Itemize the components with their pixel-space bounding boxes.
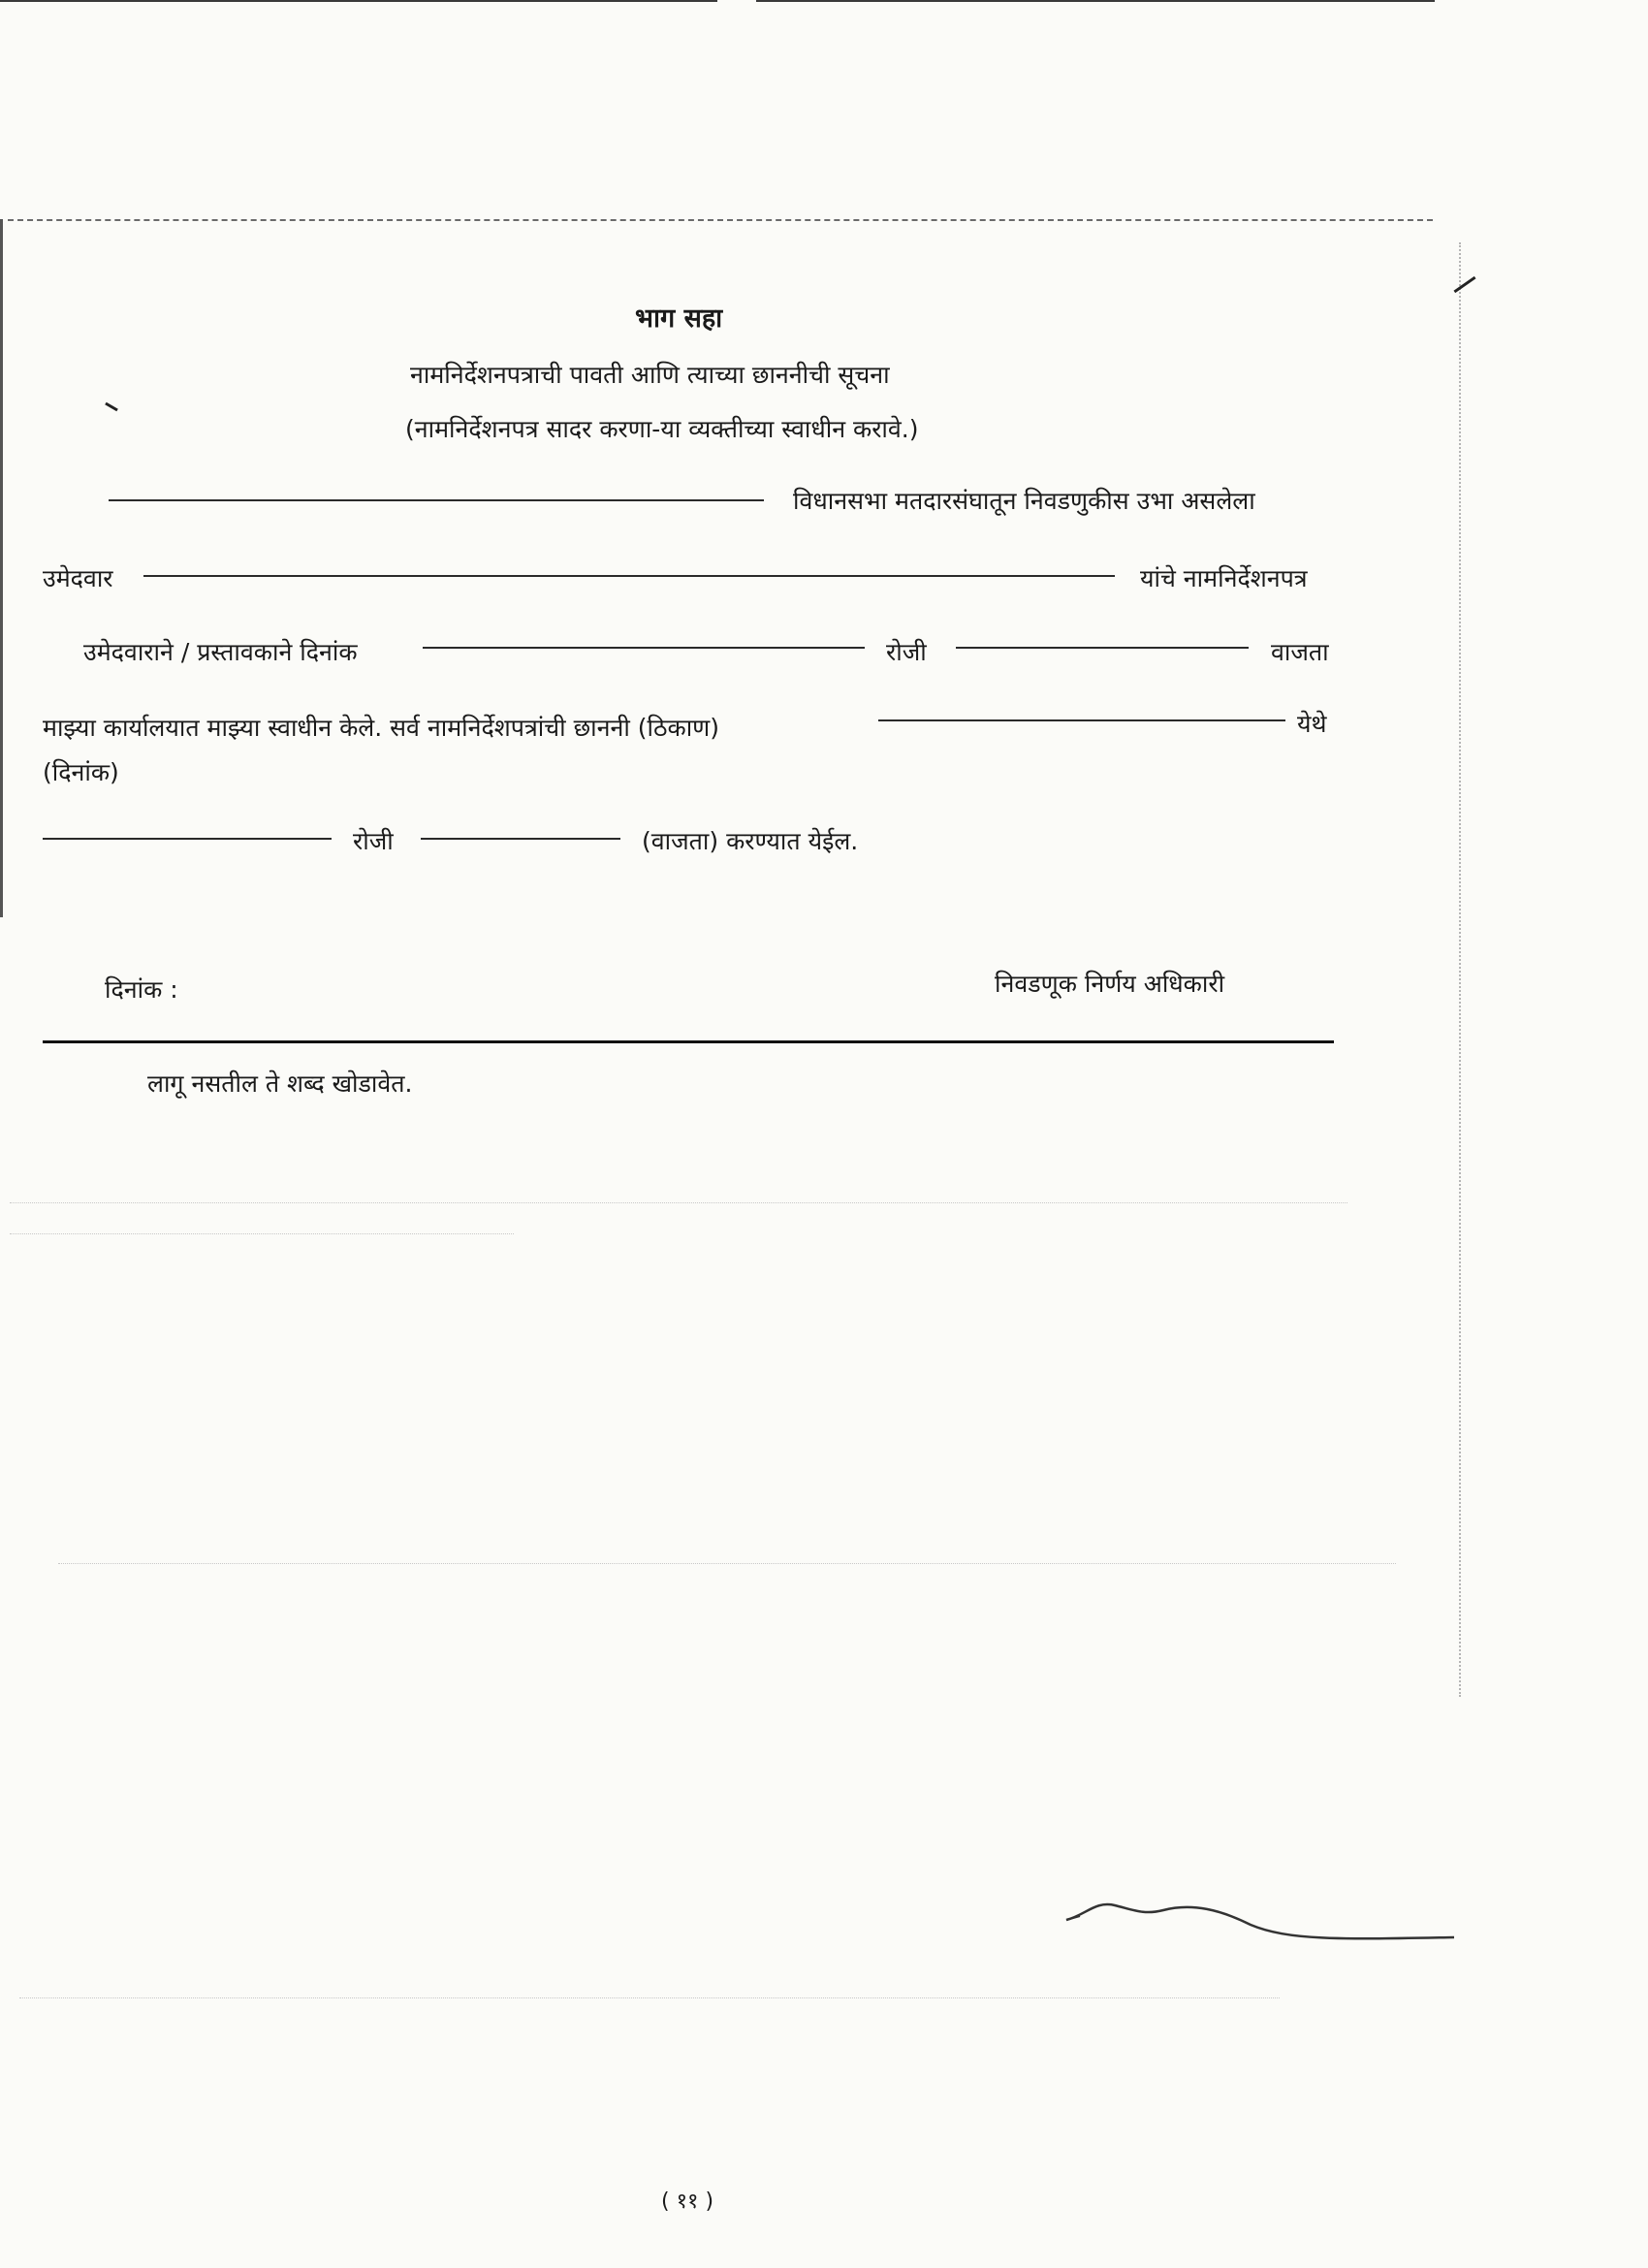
- form-frame-left: [0, 219, 3, 917]
- section-divider: [43, 1040, 1334, 1043]
- scan-noise-line: [58, 1563, 1396, 1564]
- signature-squiggle: [1057, 1881, 1464, 1949]
- on-date-label: रोजी: [886, 638, 927, 666]
- here-label: येथे: [1297, 710, 1327, 738]
- scan-noise-line: [19, 1997, 1280, 1998]
- form-subtitle: नामनिर्देशनपत्राची पावती आणि त्याच्या छाननीची सूचना: [410, 361, 890, 389]
- pen-mark: [1453, 276, 1475, 293]
- scrutiny-will-be-done-label: (वाजता) करण्यात येईल.: [642, 827, 859, 855]
- scrutiny-on-label: रोजी: [353, 827, 394, 855]
- constituency-blank[interactable]: [109, 499, 764, 501]
- scrutiny-place-blank[interactable]: [878, 719, 1285, 721]
- form-frame-top: [8, 219, 1433, 223]
- page-number: ( ११ ): [661, 2189, 714, 2214]
- submitted-by-label: उमेदवाराने / प्रस्तावकाने दिनांक: [83, 638, 358, 666]
- returning-officer-label: निवडणूक निर्णय अधिकारी: [995, 970, 1225, 998]
- submission-date-blank[interactable]: [423, 647, 865, 649]
- scrutiny-date-blank[interactable]: [43, 838, 332, 840]
- time-label: वाजता: [1271, 638, 1329, 666]
- scan-top-edge-left: [0, 0, 717, 2]
- part-title: भाग सहा: [635, 303, 723, 334]
- date-paren-label: (दिनांक): [43, 758, 119, 786]
- scan-top-edge-right: [756, 0, 1435, 2]
- constituency-label: विधानसभा मतदारसंघातून निवडणुकीस उभा असलेला: [793, 487, 1255, 515]
- footnote: लागू नसतील ते शब्द खोडावेत.: [147, 1070, 413, 1098]
- submission-time-blank[interactable]: [956, 647, 1249, 649]
- candidate-label: उमेदवार: [43, 564, 113, 592]
- scrutiny-time-blank[interactable]: [421, 838, 620, 840]
- scan-noise-line: [10, 1202, 1347, 1203]
- candidate-name-blank[interactable]: [143, 575, 1115, 577]
- scan-noise-line: [10, 1233, 514, 1234]
- scan-right-margin: [1459, 242, 1463, 1697]
- pen-mark: [105, 402, 118, 412]
- nomination-label: यांचे नामनिर्देशनपत्र: [1140, 564, 1308, 592]
- scrutiny-text: माझ्या कार्यालयात माझ्या स्वाधीन केले. सर्व नामनिर्देशपत्रांची छाननी (ठिकाण): [43, 714, 720, 742]
- form-instruction: (नामनिर्देशनपत्र सादर करणा-या व्यक्तीच्या स्वाधीन करावे.): [405, 415, 919, 443]
- date-label: दिनांक :: [105, 975, 178, 1004]
